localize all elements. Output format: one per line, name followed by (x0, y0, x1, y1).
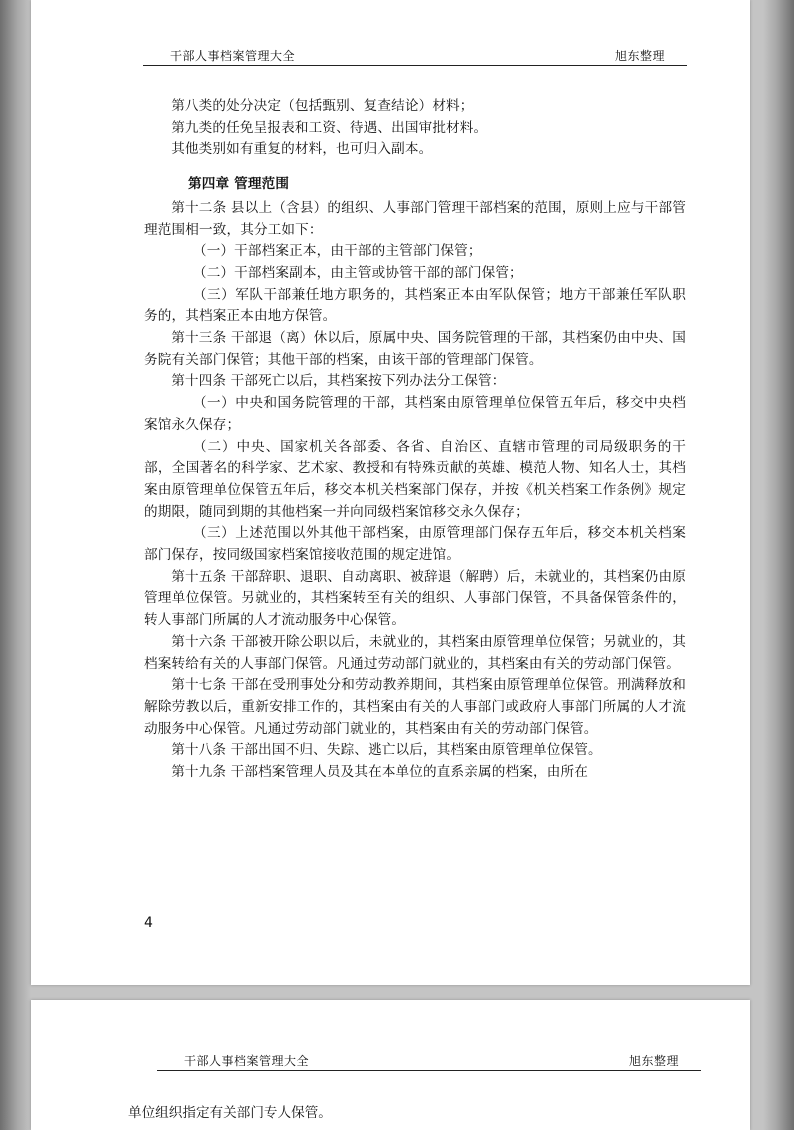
header-author: 旭东整理 (614, 49, 665, 63)
page-body (144, 96, 686, 784)
header-title: 干部人事档案管理大全 (184, 1054, 310, 1068)
paragraph: 第九类的任免呈报表和工资、待遇、出国审批材料。 (171, 119, 488, 136)
article-paragraph: 第十二条 县以上（含县）的组织、人事部门管理干部档案的范围，原则上应与干部管理范围相一致，其分工如下： (144, 199, 686, 238)
list-item: （一）中央和国务院管理的干部，其档案由原管理单位保管五年后，移交中央档案馆永久保存； (144, 395, 686, 433)
list-item: （三）军队干部兼任地方职务的，其档案正本由军队保管；地方干部兼任军队职务的，其档案正本由地方保管。 (144, 286, 686, 325)
running-header (143, 46, 687, 66)
chapter-title: 第四章 管理范围 (188, 176, 290, 193)
header-title: 干部人事档案管理大全 (170, 49, 296, 63)
article-paragraph: 第十三条 干部退（离）休以后，原属中央、国务院管理的干部，其档案仍由中央、国务院有关部门保管；其他干部的档案，由该干部的管理部门保管。 (144, 330, 686, 368)
paragraph: 第八类的处分决定（包括甄别、复查结论）材料； (171, 98, 474, 114)
article-paragraph: 第十五条 干部辞职、退职、自动离职、被辞退（解聘）后，未就业的，其档案仍由原管理单位保管。另就业的，其档案转至有关的组织、人事部门保管，不具备保管条件的，转人事部门所属的人才流动服务中心保管。 (144, 568, 686, 629)
page-number: 4 (144, 915, 153, 931)
page-2-first-line: 单位组织指定有关部门专人保管。 (128, 1105, 332, 1121)
article-paragraph: 第十九条 干部档案管理人员及其在本单位的直系亲属的档案，由所在 (171, 764, 588, 781)
header-author: 旭东整理 (628, 1054, 679, 1068)
list-item: （二）干部档案副本，由主管或协管干部的部门保管； (192, 264, 523, 281)
article-paragraph: 第十六条 干部被开除公职以后，未就业的，其档案由原管理单位保管；另就业的，其档案转给有关的人事部门保管。凡通过劳动部门就业的，其档案由有关的劳动部门保管。 (144, 633, 686, 672)
list-item: （一）干部档案正本，由干部的主管部门保管； (192, 243, 482, 260)
paragraph: 其他类别如有重复的材料，也可归入副本。 (171, 141, 433, 158)
article-paragraph: 第十四条 干部死亡以后，其档案按下列办法分工保管： (171, 373, 506, 390)
list-item: （二）中央、国家机关各部委、各省、自治区、直辖市管理的司局级职务的干部，全国著名的科学家、艺术家、教授和有特殊贡献的英雄、模范人物、知名人士，其档案由原管理单位保管五年后，移交本机关档案部门保存，并按《机关档案工作条例》规定的期限，随同到期的其他档案一并向同级档案馆移交永久保存； (144, 438, 686, 520)
article-paragraph: 第十七条 干部在受刑事处分和劳动教养期间，其档案由原管理单位保管。刑满释放和解除劳教以后，重新安排工作的，其档案由有关的人事部门或政府人事部门所属的人才流动服务中心保管。凡通过劳动部门就业的，其档案由有关的劳动部门保管。 (144, 677, 686, 737)
list-item: （三）上述范围以外其他干部档案，由原管理部门保存五年后，移交本机关档案部门保存，按同级国家档案馆接收范围的规定进馆。 (144, 525, 686, 564)
article-paragraph: 第十八条 干部出国不归、失踪、逃亡以后，其档案由原管理单位保管。 (171, 742, 602, 759)
document-page-1 (31, 0, 750, 985)
running-header (157, 1051, 701, 1071)
